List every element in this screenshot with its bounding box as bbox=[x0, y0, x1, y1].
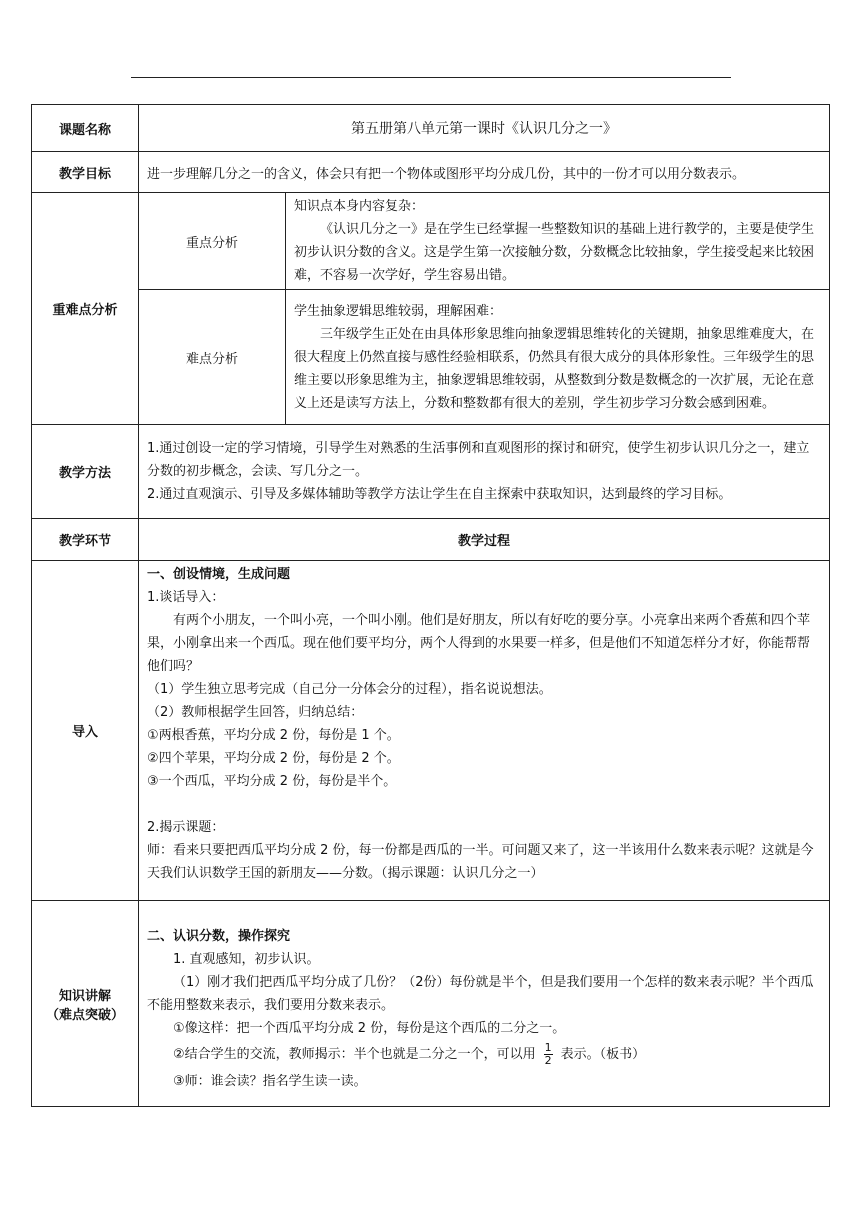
intro-item: （2）教师根据学生回答，归纳总结： bbox=[147, 705, 364, 720]
step-header-row bbox=[32, 519, 830, 561]
intro-item: （1）学生独立思考完成（自己分一分体会分的过程），指名说说想法。 bbox=[147, 682, 552, 697]
intro-subheading: 1.谈话导入： bbox=[147, 590, 225, 605]
knowledge-paragraph: （1）刚才我们把西瓜平均分成了几份？（2份）每份就是半个，但是我们要用一个怎样的数来表示呢？半个西瓜不能用整数来表示，我们要用分数来表示。 bbox=[147, 975, 814, 1013]
key-analysis-row bbox=[32, 193, 830, 290]
course-name-row bbox=[32, 105, 830, 152]
difficulty-text bbox=[286, 290, 830, 425]
difficulty-line: 三年级学生正处在由具体形象思维向抽象逻辑思维转化的关键期，抽象思维难度大，在很大程度上仍然直接与感性经验相联系，仍然具有很大成分的具体形象性。三年级学生的思维主要以形象思维为主，抽象逻辑思维较弱，从整数到分数是数概念的一次扩展，无论在意义上还是读写方法上，分数和整数都有很大的差别，学生初步学习分数会感到困难。 bbox=[294, 326, 815, 411]
key-line: 知识点本身内容复杂： bbox=[294, 199, 425, 214]
key-line: 《认识几分之一》是在学生已经掌握一些整数知识的基础上进行教学的，主要是使学生初步认识分数的含义。这是学生第一次接触分数，分数概念比较抽象，学生接受起来比较困难，不容易一次学好，学生容易出错。 bbox=[294, 222, 815, 283]
intro-content bbox=[139, 561, 830, 901]
analysis-label: 重难点分析 bbox=[32, 193, 139, 425]
method-line: 2.通过直观演示、引导及多媒体辅助等教学方法让学生在自主探索中获取知识，达到最终的学习目标。 bbox=[147, 487, 732, 502]
method-row bbox=[32, 425, 830, 519]
lesson-plan-table bbox=[31, 104, 830, 1107]
knowledge-subheading: 1. 直观感知，初步认识。 bbox=[173, 952, 320, 967]
knowledge-row bbox=[32, 901, 830, 1107]
intro-conclusion: ①两根香蕉，平均分成 2 份，每份是 1 个。 bbox=[147, 728, 400, 743]
key-label: 重点分析 bbox=[139, 193, 286, 290]
key-text bbox=[286, 193, 830, 290]
knowledge-content bbox=[139, 901, 830, 1107]
knowledge-label-line: 知识讲解 bbox=[58, 988, 111, 1004]
method-line: 1.通过创设一定的学习情境，引导学生对熟悉的生活事例和直观图形的探讨和研究，使学生初步认识几分之一，建立分数的初步概念，会读、写几分之一。 bbox=[147, 441, 810, 479]
intro-conclusion: ②四个苹果，平均分成 2 份，每份是 2 个。 bbox=[147, 751, 400, 766]
knowledge-item: ①像这样：把一个西瓜平均分成 2 份，每份是这个西瓜的二分之一。 bbox=[173, 1021, 566, 1036]
intro-row bbox=[32, 561, 830, 901]
intro-subheading: 2.揭示课题： bbox=[147, 820, 225, 835]
difficulty-line: 学生抽象逻辑思维较弱，理解困难： bbox=[294, 303, 503, 319]
process-label: 教学过程 bbox=[139, 519, 830, 561]
goal-label: 教学目标 bbox=[32, 152, 139, 193]
intro-label: 导入 bbox=[32, 561, 139, 901]
fraction-numerator: 1 bbox=[544, 1041, 552, 1054]
goal-text: 进一步理解几分之一的含义，体会只有把一个物体或图形平均分成几份，其中的一份才可以用分数表示。 bbox=[139, 152, 830, 193]
intro-heading: 一、创设情境，生成问题 bbox=[147, 567, 291, 582]
knowledge-item bbox=[147, 1040, 821, 1070]
knowledge-heading: 二、认识分数，操作探究 bbox=[147, 929, 291, 944]
intro-conclusion: ③一个西瓜，平均分成 2 份，每份是半个。 bbox=[147, 774, 397, 789]
step-label: 教学环节 bbox=[32, 519, 139, 561]
fraction-denominator: 2 bbox=[544, 1054, 552, 1067]
knowledge-label bbox=[32, 901, 139, 1107]
knowledge-item-text: ②结合学生的交流，教师揭示：半个也就是二分之一个，可以用 bbox=[173, 1047, 536, 1062]
course-name: 第五册第八单元第一课时《认识几分之一》 bbox=[139, 105, 830, 152]
difficulty-analysis-row bbox=[32, 290, 830, 425]
course-name-label: 课题名称 bbox=[32, 105, 139, 152]
intro-paragraph: 有两个小朋友，一个叫小亮，一个叫小刚。他们是好朋友，所以有好吃的要分享。小亮拿出来两个香蕉和四个苹果，小刚拿出来一个西瓜。现在他们要平均分，两个人得到的水果要一样多，但是他们不知道怎样分才好，你能帮帮他们吗？ bbox=[147, 613, 811, 674]
method-text bbox=[139, 425, 830, 519]
difficulty-label: 难点分析 bbox=[139, 290, 286, 425]
knowledge-item-text: 表示。（板书） bbox=[560, 1047, 646, 1062]
header-rule bbox=[131, 77, 731, 78]
method-label: 教学方法 bbox=[32, 425, 139, 519]
knowledge-item: ③师：谁会读？指名学生读一读。 bbox=[173, 1074, 367, 1089]
knowledge-label-line: （难点突破） bbox=[45, 1007, 124, 1023]
goal-row bbox=[32, 152, 830, 193]
spacer bbox=[147, 793, 821, 816]
intro-paragraph: 师：看来只要把西瓜平均分成 2 份，每一份都是西瓜的一半。可问题又来了，这一半该用什么数来表示呢？这就是今天我们认识数学王国的新朋友——分数。（揭示课题：认识几分之一） bbox=[147, 843, 814, 881]
fraction-one-half bbox=[544, 1042, 553, 1067]
